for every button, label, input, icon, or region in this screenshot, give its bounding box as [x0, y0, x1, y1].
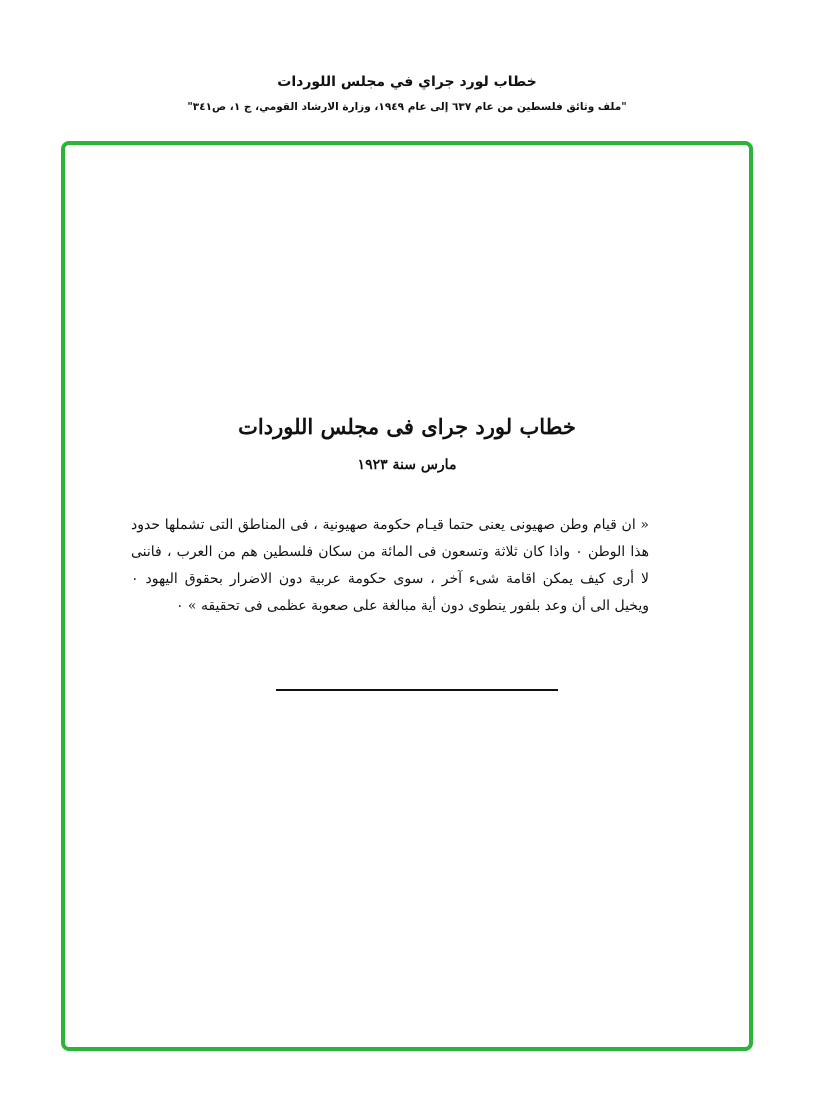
document-body: « ان قيام وطن صهيونى يعنى حتما قيـام حكومة صهيونية ، فى المناطق التى تشملها حدود هذا الوطن ٠ واذا كان ثلاثة وتسعون فى المائة من سكان فلسطين هم من العرب ، فاننى لا أرى كيف يمكن اقامة شىء آخر ، سوى حكومة عربية دون الاضرار بحقوق اليهود ٠ ويخيل الى أن وعد بلفور ينطوى دون أية مبالغة على صعوبة عظمى فى تحقيقه » ٠	[131, 517, 649, 614]
document-date: مارس سنة ١٩٢٣	[357, 457, 457, 473]
source-citation: "ملف وثائق فلسطين من عام ٦٣٧ إلى عام ١٩٤٩، وزارة الارشاد القومي، ج ١، ص٣٤١"	[187, 101, 627, 113]
document-title: خطاب لورد جراى فى مجلس اللوردات	[238, 414, 576, 439]
divider-line	[276, 689, 558, 691]
document-frame	[61, 141, 753, 1051]
page-title: خطاب لورد جراي في مجلس اللوردات	[277, 74, 537, 90]
page-header	[0, 72, 814, 114]
